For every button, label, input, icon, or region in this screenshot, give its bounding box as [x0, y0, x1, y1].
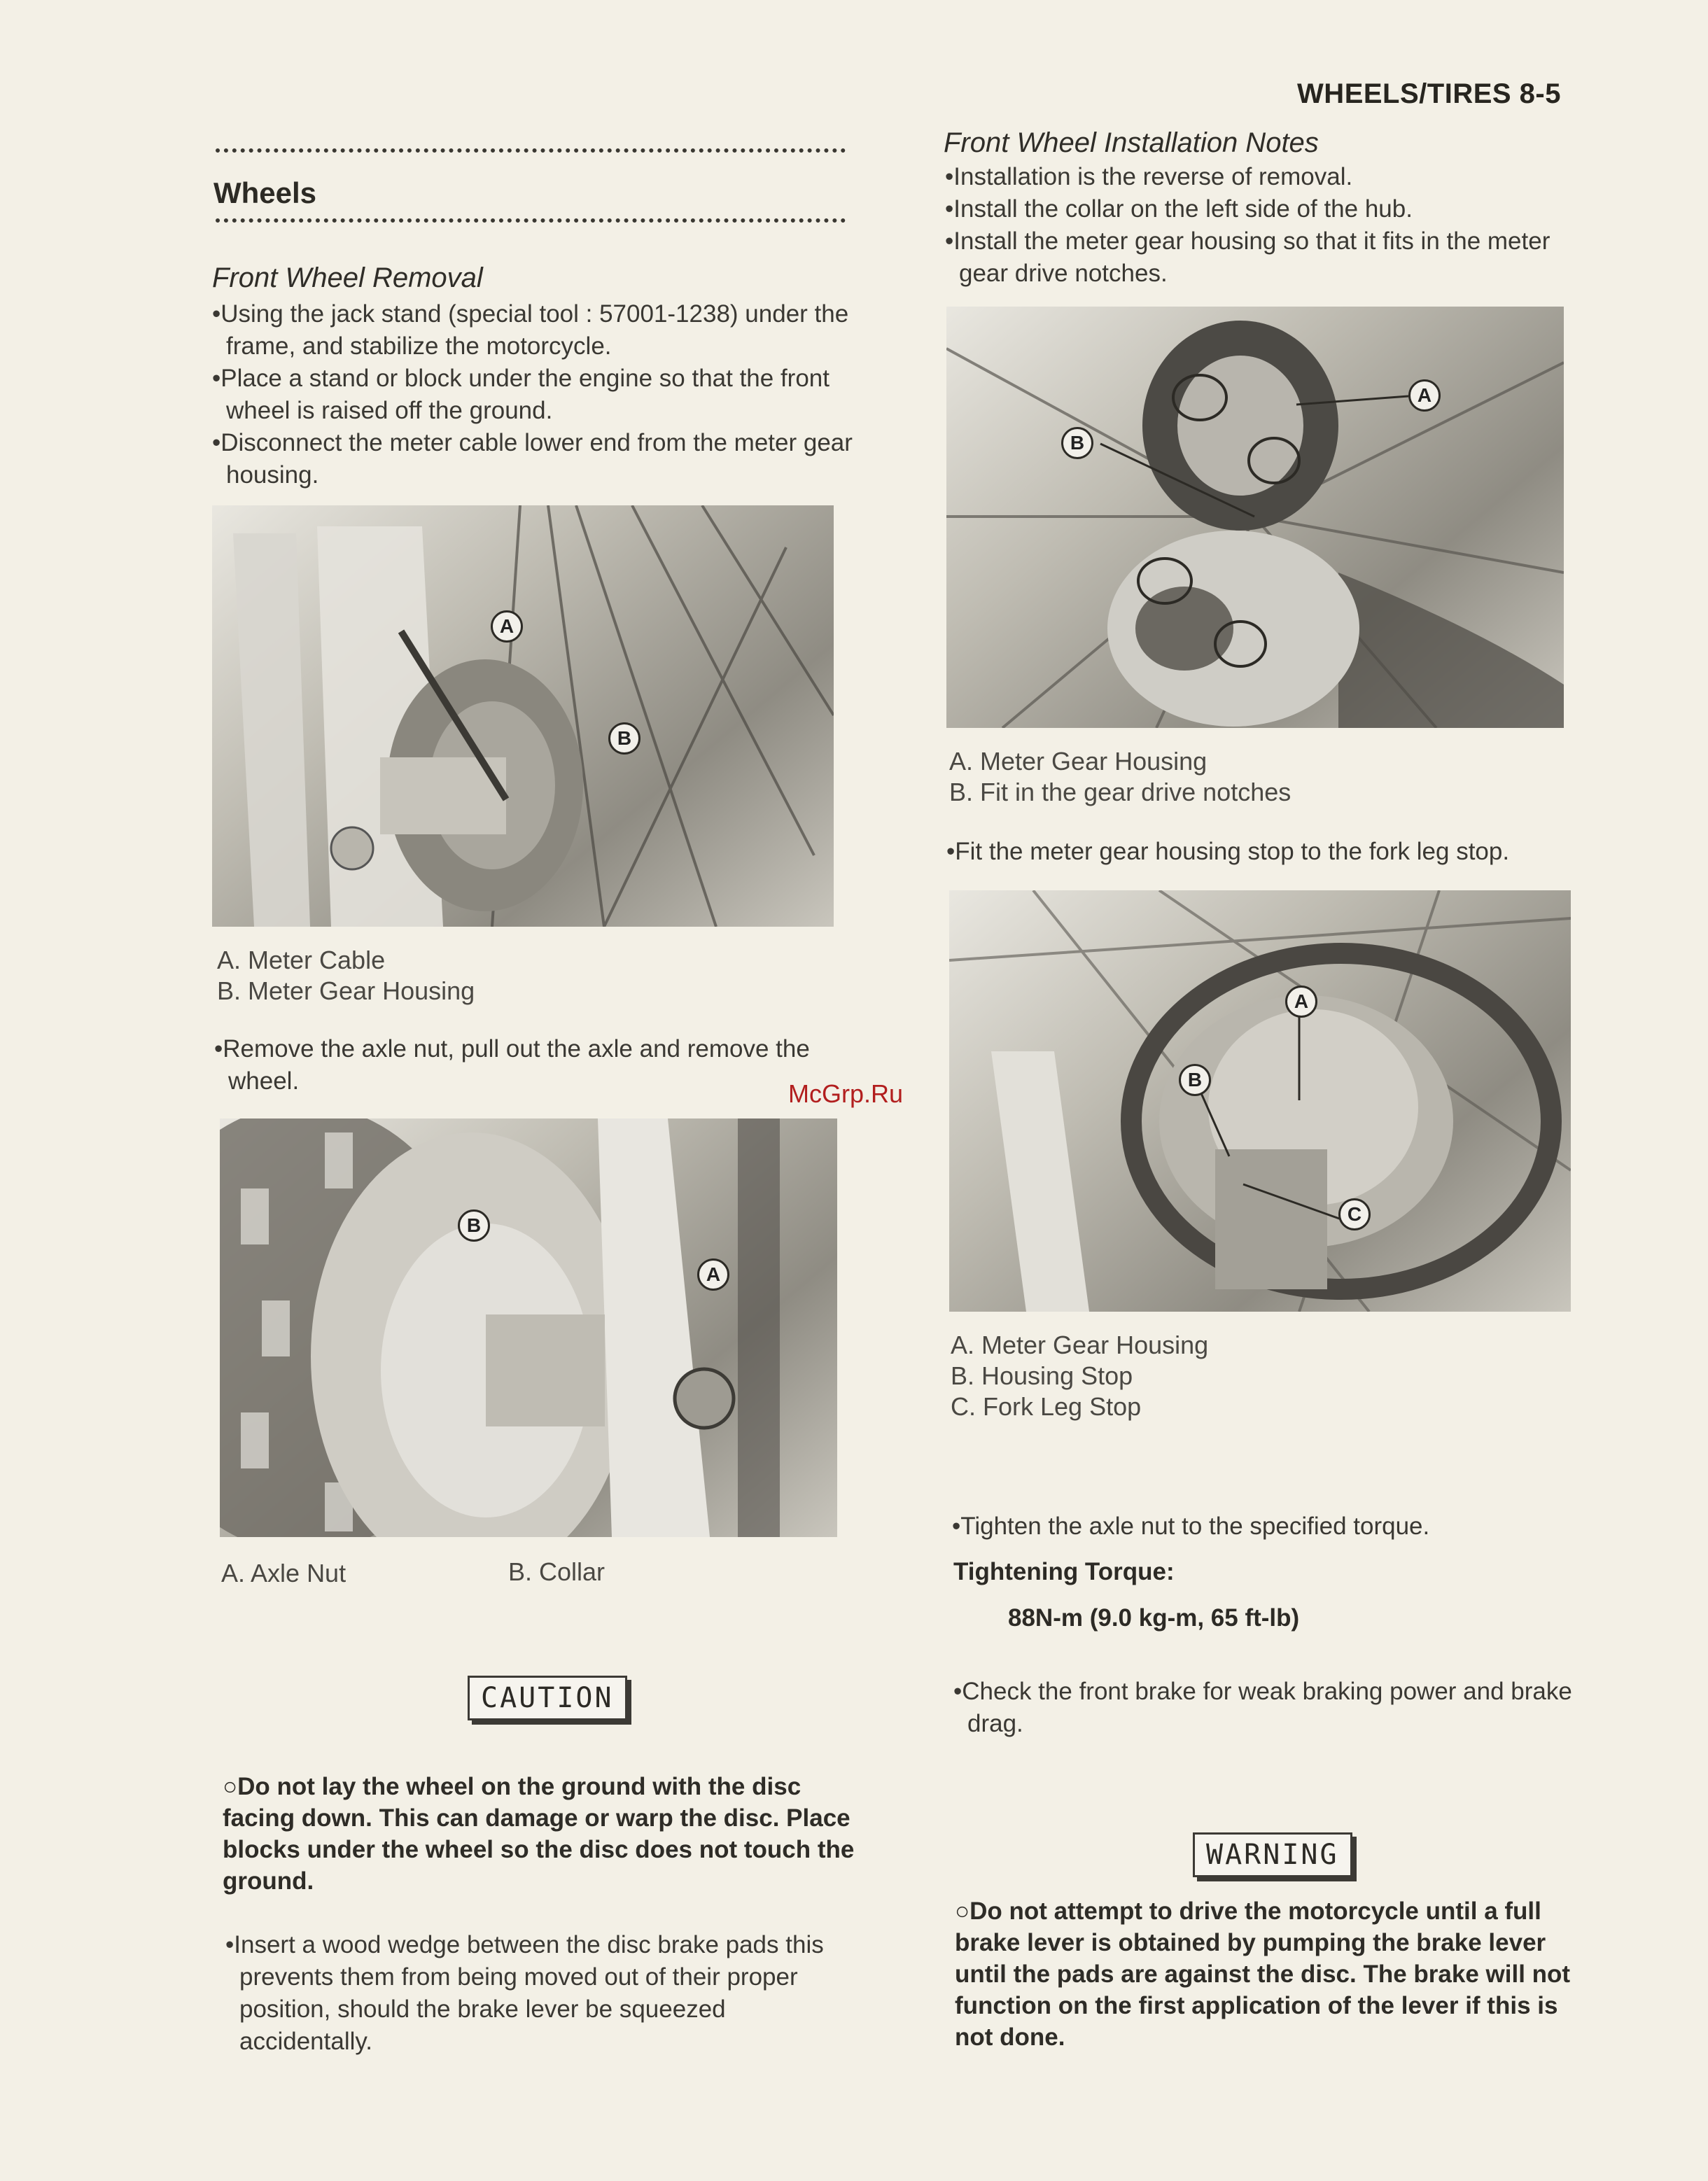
callout-b: B	[1179, 1064, 1211, 1096]
install-bullet-2: •Install the collar on the left side of the hub.	[945, 195, 1413, 223]
fit-instruction	[946, 836, 1590, 868]
warning-text: ○Do not attempt to drive the motorcycle until a full brake lever is obtained by pumping the brake lever until the pads are against the disc. The brake will not function on the first application of the lever if this is not done.	[955, 1898, 1571, 2051]
callout-b: B	[458, 1209, 490, 1242]
watermark: McGrp.Ru	[788, 1079, 904, 1108]
install-bullet-1: •Installation is the reverse of removal.	[945, 163, 1353, 190]
caption-fit-notches: B. Fit in the gear drive notches	[949, 778, 1292, 806]
wedge-instruction	[225, 1929, 855, 2058]
install-instructions	[945, 161, 1582, 290]
caption-meter-cable: A. Meter Cable	[217, 946, 386, 974]
caption-meter-gear-housing: A. Meter Gear Housing	[949, 747, 1208, 776]
callout-c: C	[1338, 1198, 1371, 1230]
install-title: Front Wheel Installation Notes	[944, 127, 1319, 158]
caption-collar: B. Collar	[508, 1557, 606, 1586]
divider-bottom	[216, 218, 846, 223]
caption-meter-gear-housing: A. Meter Gear Housing	[951, 1331, 1209, 1359]
fit-bullet: •Fit the meter gear housing stop to the fork leg stop.	[946, 838, 1510, 865]
figure-1-captions	[217, 945, 475, 1007]
warning-label: WARNING	[1193, 1832, 1352, 1877]
torque-value: 88N-m (9.0 kg-m, 65 ft-lb)	[1008, 1604, 1300, 1632]
removal-bullet-3: •Disconnect the meter cable lower end from the meter gear housing.	[212, 429, 853, 489]
callout-a: A	[1408, 379, 1441, 412]
remove-bullet: •Remove the axle nut, pull out the axle and remove the wheel.	[214, 1035, 810, 1095]
wheel-hub-illustration-4	[949, 890, 1571, 1312]
check-bullet: •Check the front brake for weak braking power and brake drag.	[953, 1678, 1572, 1737]
figure-3-captions	[949, 746, 1291, 808]
wheel-hub-illustration-2	[220, 1118, 837, 1537]
figure-gear-notches-photo	[946, 307, 1564, 728]
callout-b: B	[608, 722, 640, 755]
removal-bullet-1: •Using the jack stand (special tool : 57001-1238) under the frame, and stabilize the motorcycle.	[212, 300, 849, 360]
figure-axle-nut-photo	[220, 1118, 837, 1537]
callout-a: A	[697, 1258, 729, 1291]
tighten-bullet: •Tighten the axle nut to the specified torque.	[952, 1513, 1430, 1540]
wedge-bullet: •Insert a wood wedge between the disc brake pads this prevents them from being moved out of their proper position, should the brake lever be squeezed accidentally.	[225, 1931, 824, 2055]
callout-b: B	[1061, 427, 1093, 459]
caption-housing-stop: B. Housing Stop	[951, 1361, 1133, 1390]
tighten-instruction	[952, 1510, 1582, 1543]
divider-top	[216, 148, 846, 153]
callout-a: A	[491, 610, 523, 643]
caption-fork-leg-stop: C. Fork Leg Stop	[951, 1392, 1142, 1421]
wheel-hub-illustration-3	[946, 307, 1564, 728]
caution-label: CAUTION	[468, 1676, 627, 1720]
removal-instructions	[212, 298, 856, 491]
torque-label: Tightening Torque:	[953, 1558, 1175, 1585]
callout-a: A	[1285, 986, 1317, 1018]
caption-meter-gear-housing: B. Meter Gear Housing	[217, 976, 475, 1005]
figure-4-captions	[951, 1330, 1208, 1422]
remove-instruction	[214, 1033, 858, 1097]
caption-axle-nut: A. Axle Nut	[221, 1559, 346, 1587]
wheel-hub-illustration-1	[212, 505, 834, 927]
caution-text: ○Do not lay the wheel on the ground with the disc facing down. This can damage or warp the disc. Place blocks under the wheel so the disc does not touch the ground.	[223, 1773, 855, 1895]
install-bullet-3: •Install the meter gear housing so that it fits in the meter gear drive notches.	[945, 227, 1550, 287]
page-header: WHEELS/TIRES 8-5	[1297, 78, 1561, 109]
figure-housing-stop-photo	[949, 890, 1571, 1312]
section-title: Wheels	[214, 176, 317, 209]
removal-title: Front Wheel Removal	[212, 262, 483, 293]
figure-meter-cable-photo	[212, 505, 834, 927]
removal-bullet-2: •Place a stand or block under the engine so that the front wheel is raised off the ground.	[212, 365, 830, 424]
check-instruction	[953, 1676, 1590, 1740]
